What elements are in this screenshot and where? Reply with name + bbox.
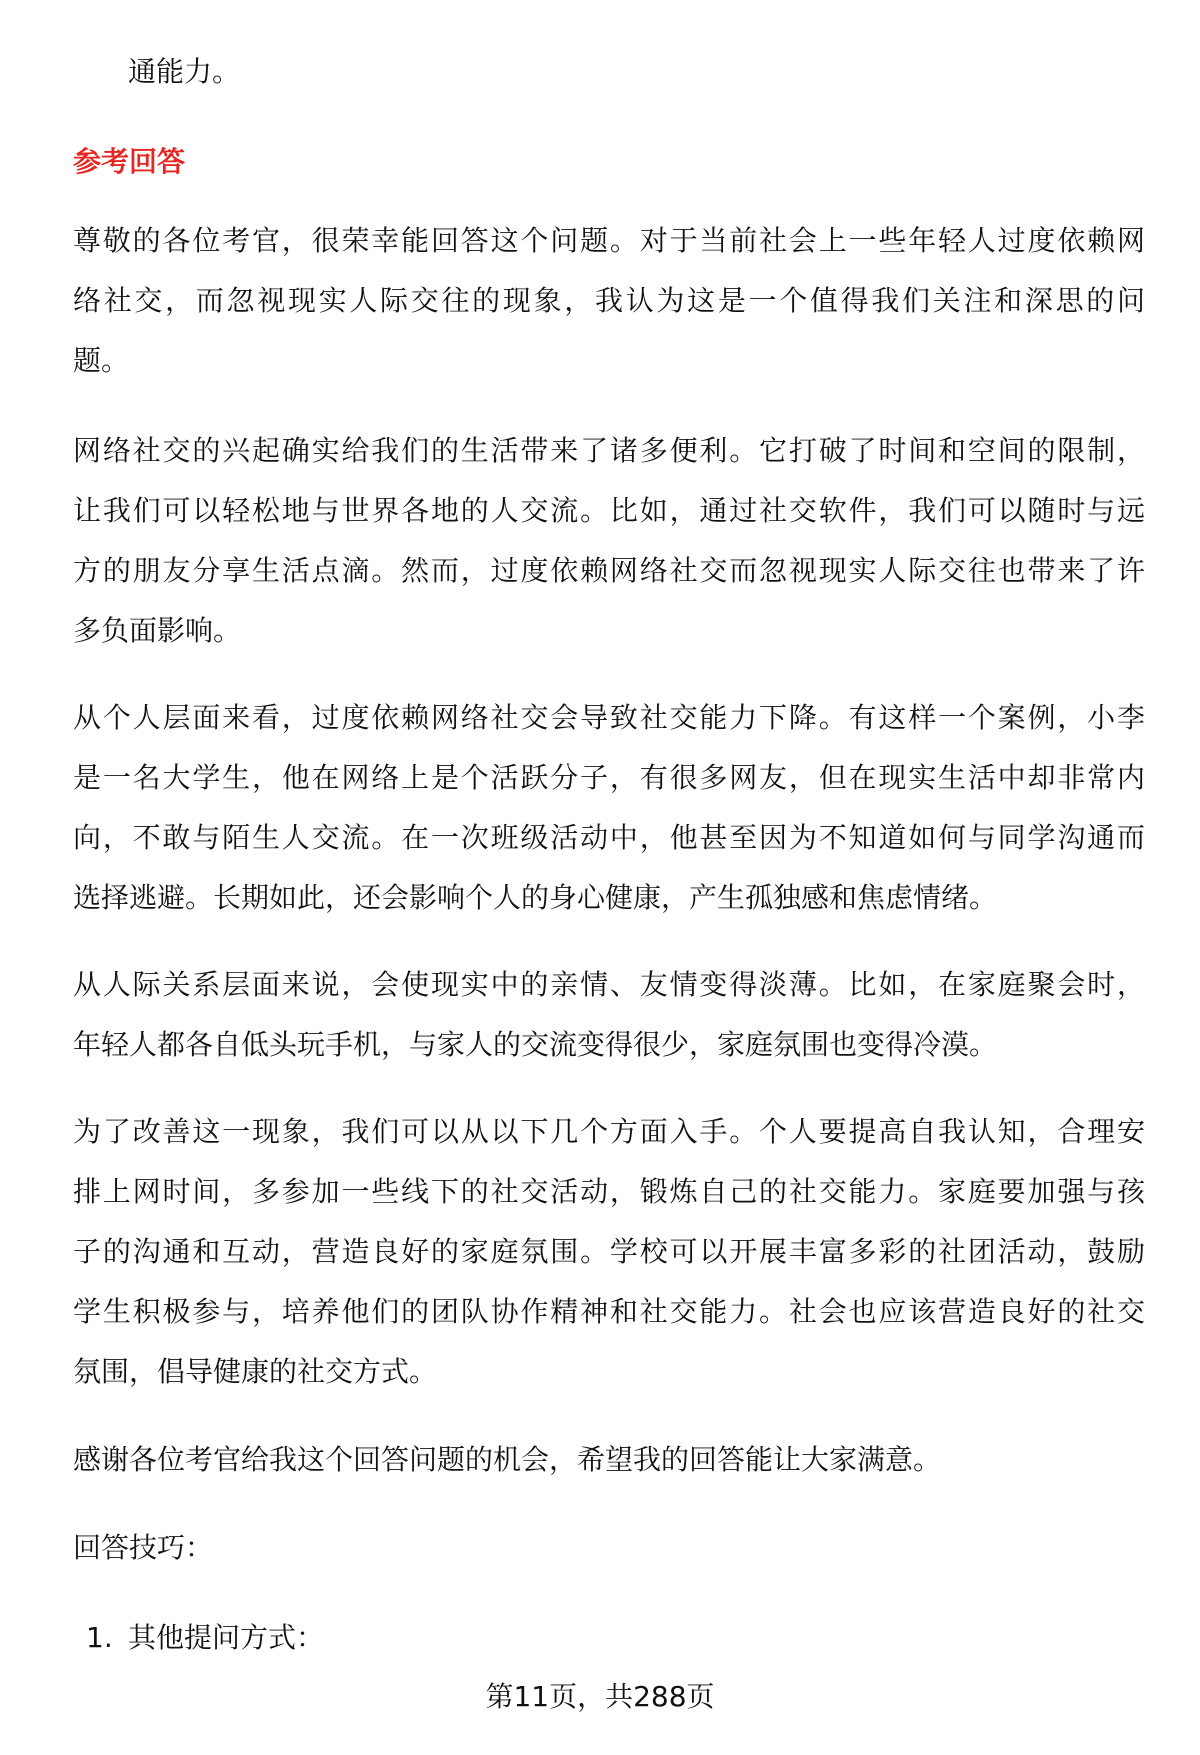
paragraph-line: 尊敬的各位考官，很荣幸能回答这个问题。对于当前社会上一些年轻人过度依赖网 (73, 224, 1145, 257)
section-heading: 参考回答 (73, 145, 186, 178)
paragraph-line: 是一名大学生，他在网络上是个活跃分子，有很多网友，但在现实生活中却非常内 (73, 761, 1145, 794)
paragraph-line: 选择逃避。长期如此，还会影响个人的身心健康，产生孤独感和焦虑情绪。 (73, 881, 998, 914)
paragraph-line: 让我们可以轻松地与世界各地的人交流。比如，通过社交软件，我们可以随时与远 (73, 494, 1145, 527)
paragraph-line: 感谢各位考官给我这个回答问题的机会，希望我的回答能让大家满意。 (73, 1443, 942, 1476)
paragraph (73, 211, 1145, 391)
paragraph-line: 年轻人都各自低头玩手机，与家人的交流变得很少，家庭氛围也变得冷漠。 (73, 1028, 998, 1061)
continuation-text: 通能力。 (128, 55, 241, 88)
paragraph (73, 1102, 1145, 1402)
paragraph-line: 排上网时间，多参加一些线下的社交活动，锻炼自己的社交能力。家庭要加强与孩 (73, 1175, 1145, 1208)
paragraph-line: 氛围，倡导健康的社交方式。 (73, 1355, 438, 1388)
numbered-list-item (86, 1608, 1158, 1668)
paragraph-line: 学生积极参与，培养他们的团队协作精神和社交能力。社会也应该营造良好的社交 (73, 1295, 1145, 1328)
paragraph (73, 421, 1145, 661)
paragraph-line: 多负面影响。 (73, 614, 242, 647)
tips-label: 回答技巧： (73, 1531, 214, 1564)
list-text: 其他提问方式： (128, 1621, 325, 1654)
paragraph-line: 从人际关系层面来说，会使现实中的亲情、友情变得淡薄。比如，在家庭聚会时， (73, 968, 1145, 1001)
paragraph (73, 1430, 1145, 1490)
paragraph-line: 题。 (73, 344, 130, 377)
paragraph (73, 688, 1145, 928)
paragraph-line: 为了改善这一现象，我们可以从以下几个方面入手。个人要提高自我认知，合理安 (73, 1115, 1145, 1148)
paragraph-line: 子的沟通和互动，营造良好的家庭氛围。学校可以开展丰富多彩的社团活动，鼓励 (73, 1235, 1145, 1268)
paragraph-line: 络社交，而忽视现实人际交往的现象，我认为这是一个值得我们关注和深思的问 (73, 284, 1145, 317)
paragraph-line: 向，不敢与陌生人交流。在一次班级活动中，他甚至因为不知道如何与同学沟通而 (73, 821, 1145, 854)
paragraph (73, 955, 1145, 1075)
paragraph-line: 从个人层面来看，过度依赖网络社交会导致社交能力下降。有这样一个案例，小李 (73, 701, 1145, 734)
list-number: 1. (86, 1621, 113, 1654)
paragraph-line: 方的朋友分享生活点滴。然而，过度依赖网络社交而忽视现实人际交往也带来了许 (73, 554, 1145, 587)
page-footer: 第11页，共288页 (485, 1680, 715, 1713)
paragraph-line: 网络社交的兴起确实给我们的生活带来了诸多便利。它打破了时间和空间的限制， (73, 434, 1145, 467)
